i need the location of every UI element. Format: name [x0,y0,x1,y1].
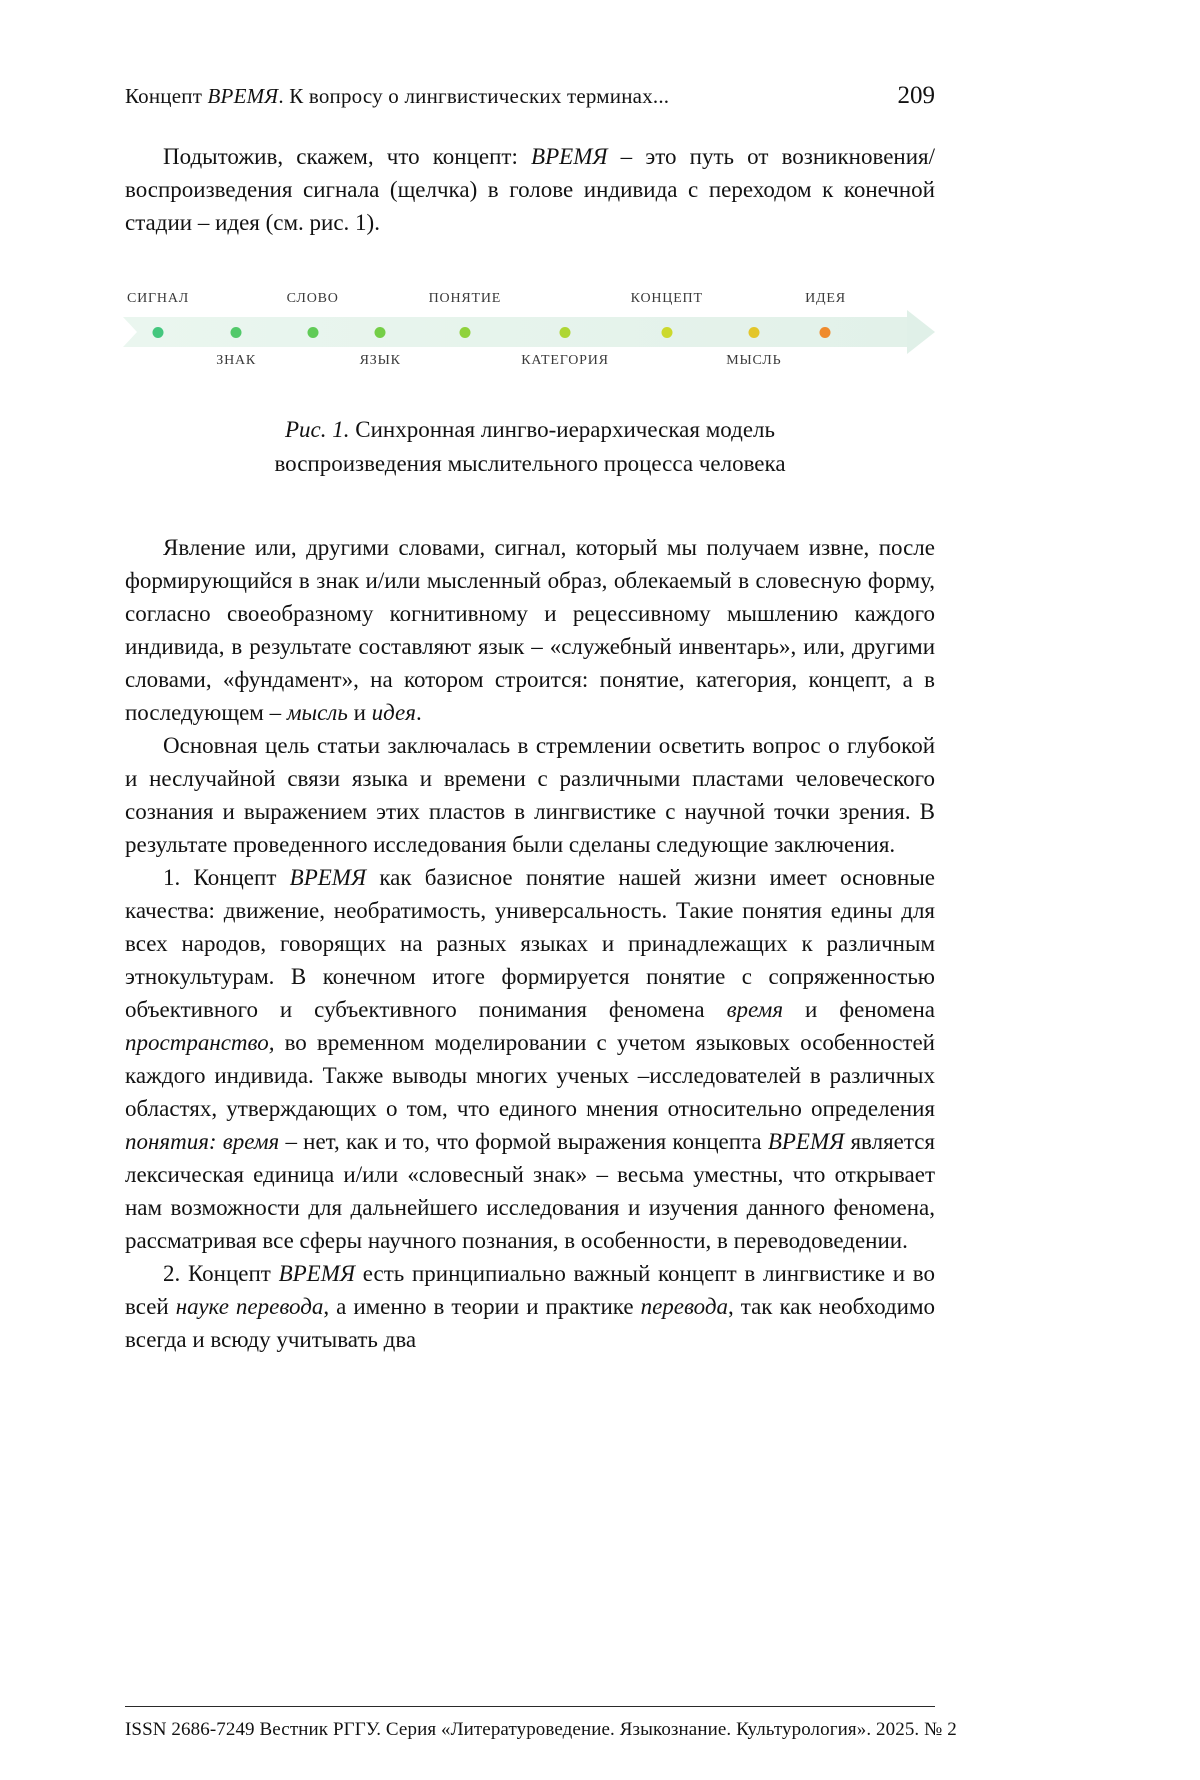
text-run: 2. Концепт [163,1261,279,1286]
figure-caption [225,413,835,481]
running-header [125,82,935,110]
timeline-dot [820,327,831,338]
timeline-label: СИГНАЛ [126,291,190,306]
italic-text-run: Рис. 1. [285,417,350,442]
text-run: как базисное понятие нашей жизни имеет основные качества: движение, необратимость, универсальность. Такие понятия едины для всех народов, говорящих на разных языках и принадлежащих к различным этнокультурам. В конечном итоге формируется понятие с сопряженностью объективного и субъективного понимания феномена [125,865,935,1022]
timeline-label: ИДЕЯ [805,291,846,306]
timeline-label: СЛОВО [286,291,339,306]
text-run: является лексическая единица и/или «словесный знак» – весьма уместны, что открывает нам возможности для дальнейшего исследования и изучения данного феномена, рассматривая все сферы научного познания, в особенности, в переводоведении. [125,1129,935,1253]
paragraph [125,861,935,1257]
paragraph [125,729,935,861]
text-run: Подытожив, скажем, что концепт: [163,144,532,169]
text-run: Концепт [125,84,208,108]
body-paragraphs [125,531,935,1356]
text-run: . [415,700,422,725]
paragraph [125,531,935,729]
text-run: , так как необходимо всегда и всюду учитывать два [125,1294,936,1352]
italic-text-run: идея [371,700,416,725]
timeline-dot [231,327,242,338]
italic-text-run: время [726,997,784,1022]
text-run: и [347,700,372,725]
footer [125,1706,957,1741]
text-run: Основная цель статьи заключалась в стремлении осветить вопрос о глубокой и неслучайной связи языка и времени с различными пластами человеческого сознания и выражением этих пластов в лингвистике с научной точки зрения. В результате проведенного исследования были сделаны следующие заключения. [125,733,935,857]
paragraph [125,1257,935,1356]
italic-text-run: ВРЕМЯ [278,1261,356,1286]
text-run: 1. Концепт [163,865,290,890]
text-run: – это путь от возникновения/воспроизведения сигнала (щелчка) в голове индивида с переходом к конечной стадии – идея (см. рис. 1). [125,144,935,235]
timeline-label: ЯЗЫК [359,353,401,368]
timeline-dot [661,327,672,338]
intro-paragraph [125,140,935,239]
page-content [125,82,935,1356]
timeline-dot [153,327,164,338]
italic-text-run: понятия: время [125,1129,280,1154]
italic-text-run: перевода [640,1294,728,1319]
arrowhead-icon [907,310,935,354]
footer-text: ISSN 2686-7249 Вестник РГГУ. Серия «Литературоведение. Языкознание. Культурология». 2025. № 2 [125,1719,957,1740]
text-run: – нет, как и то, что формой выражения концепта [279,1129,768,1154]
timeline-label: КАТЕГОРИЯ [521,353,609,368]
text-run: Синхронная лингво-иерархическая модель воспроизведения мыслительного процесса человека [274,417,786,476]
text-run: , а именно в теории и практике [323,1294,641,1319]
text-run: есть принципиально важный концепт в лингвистике и во всей [125,1261,935,1319]
timeline-label: ПОНЯТИЕ [428,291,502,306]
running-title [125,84,669,109]
italic-text-run: пространство, [125,1030,275,1055]
figure-diagram [123,291,937,371]
timeline-label: ЗНАК [216,353,257,368]
text-run: и феномена [783,997,935,1022]
italic-text-run: науке перевода [175,1294,324,1319]
text-run: во временном моделировании с учетом языковых особенностей каждого индивида. Также выводы многих ученых –исследователей в различных областях, утверждающих о том, что единого мнения относительно определения [125,1030,935,1121]
italic-text-run: ВРЕМЯ [289,865,367,890]
italic-text-run: ВРЕМЯ [531,144,608,169]
timeline-label: КОНЦЕПТ [630,291,703,306]
timeline-dot [748,327,759,338]
italic-text-run: мысль [286,700,348,725]
timeline-dot [307,327,318,338]
text-run: . К вопросу о лингвистических терминах... [278,84,670,108]
timeline-label: МЫСЛЬ [726,353,782,368]
timeline-dot [375,327,386,338]
timeline-dot [459,327,470,338]
page-number: 209 [897,82,935,109]
timeline-dot [560,327,571,338]
italic-text-run: ВРЕМЯ [207,84,279,108]
text-run: Явление или, другими словами, сигнал, который мы получаем извне, после формирующийся в знак и/или мысленный образ, облекаемый в словесную форму, согласно своеобразному когнитивному и рецессивному мышлению каждого индивида, в результате составляют язык – «служебный инвентарь», или, другими словами, «фундамент», на котором строится: понятие, категория, концепт, а в последующем – [125,535,935,725]
italic-text-run: ВРЕМЯ [767,1129,845,1154]
